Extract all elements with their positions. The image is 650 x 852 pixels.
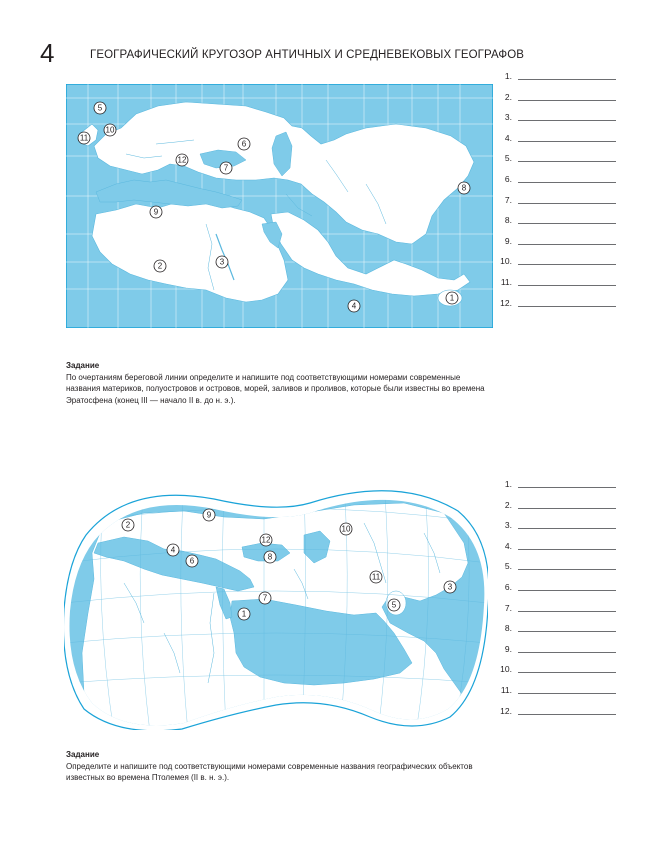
task-title: Задание bbox=[66, 750, 100, 759]
answer-line[interactable] bbox=[518, 569, 616, 570]
answer-line[interactable] bbox=[518, 141, 616, 142]
answer-line[interactable] bbox=[518, 223, 616, 224]
answer-row[interactable] bbox=[496, 235, 616, 256]
map1-marker-3 bbox=[216, 256, 228, 268]
svg-text:12: 12 bbox=[261, 535, 271, 545]
map1-marker-1 bbox=[446, 292, 458, 304]
answer-row[interactable] bbox=[496, 499, 616, 520]
svg-text:2: 2 bbox=[125, 520, 131, 530]
answer-line[interactable] bbox=[518, 244, 616, 245]
answer-row[interactable] bbox=[496, 519, 616, 540]
eratosthenes-map bbox=[66, 84, 493, 328]
svg-text:7: 7 bbox=[262, 593, 268, 603]
answer-number: 4. bbox=[504, 540, 512, 551]
map1-marker-4 bbox=[348, 300, 360, 312]
answer-row[interactable] bbox=[496, 684, 616, 705]
answer-number: 8. bbox=[504, 623, 512, 634]
answer-row[interactable] bbox=[496, 214, 616, 235]
map2-marker-12 bbox=[260, 534, 272, 546]
answer-line[interactable] bbox=[518, 549, 616, 550]
answer-line[interactable] bbox=[518, 590, 616, 591]
answer-number: 9. bbox=[504, 643, 512, 654]
map2-marker-9 bbox=[203, 509, 215, 521]
answer-row[interactable] bbox=[496, 705, 616, 726]
svg-text:5: 5 bbox=[391, 600, 397, 610]
svg-text:9: 9 bbox=[153, 207, 159, 217]
svg-text:8: 8 bbox=[461, 183, 467, 193]
answer-row[interactable] bbox=[496, 173, 616, 194]
answer-row[interactable] bbox=[496, 297, 616, 318]
task-title: Задание bbox=[66, 361, 100, 370]
answer-number: 4. bbox=[504, 132, 512, 143]
answer-line[interactable] bbox=[518, 652, 616, 653]
svg-text:1: 1 bbox=[241, 609, 247, 619]
answer-number: 9. bbox=[504, 235, 512, 246]
answer-line[interactable] bbox=[518, 100, 616, 101]
map2-marker-4 bbox=[167, 544, 179, 556]
svg-text:11: 11 bbox=[371, 572, 381, 582]
svg-text:3: 3 bbox=[219, 257, 225, 267]
answer-row[interactable] bbox=[496, 70, 616, 91]
svg-text:2: 2 bbox=[157, 261, 163, 271]
svg-text:1: 1 bbox=[449, 293, 455, 303]
answer-row[interactable] bbox=[496, 91, 616, 112]
answer-line[interactable] bbox=[518, 120, 616, 121]
map2-marker-10 bbox=[340, 523, 352, 535]
map2-marker-7 bbox=[259, 592, 271, 604]
map2-marker-2 bbox=[122, 519, 134, 531]
answer-number: 10. bbox=[500, 256, 512, 267]
map2-marker-3 bbox=[444, 581, 456, 593]
map2-marker-5 bbox=[388, 599, 400, 611]
answer-line[interactable] bbox=[518, 714, 616, 715]
answer-number: 8. bbox=[504, 215, 512, 226]
answer-line[interactable] bbox=[518, 631, 616, 632]
svg-text:8: 8 bbox=[267, 552, 273, 562]
answer-row[interactable] bbox=[496, 622, 616, 643]
answer-number: 11. bbox=[500, 276, 512, 287]
ptolemy-map bbox=[64, 483, 488, 730]
answer-number: 6. bbox=[504, 173, 512, 184]
svg-text:5: 5 bbox=[97, 103, 103, 113]
answer-line[interactable] bbox=[518, 79, 616, 80]
map1-marker-5 bbox=[94, 102, 106, 114]
svg-text:6: 6 bbox=[189, 556, 195, 566]
answer-row[interactable] bbox=[496, 560, 616, 581]
answer-number: 2. bbox=[504, 499, 512, 510]
answer-row[interactable] bbox=[496, 152, 616, 173]
answer-number: 6. bbox=[504, 581, 512, 592]
answer-line[interactable] bbox=[518, 508, 616, 509]
answer-line[interactable] bbox=[518, 693, 616, 694]
svg-text:10: 10 bbox=[105, 125, 115, 135]
svg-text:6: 6 bbox=[241, 139, 247, 149]
answer-row[interactable] bbox=[496, 663, 616, 684]
answer-row[interactable] bbox=[496, 643, 616, 664]
svg-text:12: 12 bbox=[177, 155, 187, 165]
map1-marker-8 bbox=[458, 182, 470, 194]
page-number: 4 bbox=[40, 38, 55, 68]
task-text: По очертаниям береговой линии определите и напишите под соответствующими номерами современные названия материков, полуостровов и островов, морей, заливов и проливов, которые были известны во времена Эратосфена (конец III — начало II в. до н. э.). bbox=[66, 372, 485, 405]
map2-marker-1 bbox=[238, 608, 250, 620]
map1-marker-12 bbox=[176, 154, 188, 166]
map1-task bbox=[66, 360, 491, 406]
answer-line[interactable] bbox=[518, 672, 616, 673]
answer-number: 5. bbox=[504, 153, 512, 164]
answer-row[interactable] bbox=[496, 276, 616, 297]
answer-number: 7. bbox=[504, 602, 512, 613]
answer-line[interactable] bbox=[518, 487, 616, 488]
map1-marker-2 bbox=[154, 260, 166, 272]
answer-row[interactable] bbox=[496, 540, 616, 561]
map1-marker-9 bbox=[150, 206, 162, 218]
map1-marker-11 bbox=[78, 132, 90, 144]
map2-marker-8 bbox=[264, 551, 276, 563]
answer-line[interactable] bbox=[518, 528, 616, 529]
map2-marker-6 bbox=[186, 555, 198, 567]
answer-row[interactable] bbox=[496, 132, 616, 153]
answer-number: 7. bbox=[504, 194, 512, 205]
answer-line[interactable] bbox=[518, 182, 616, 183]
task-text: Определите и напишите под соответствующими номерами современные названия географических объектов известных во времена Птолемея (II в. н. э.). bbox=[66, 761, 473, 782]
map1-answer-list bbox=[496, 70, 616, 317]
answer-number: 12. bbox=[500, 705, 512, 716]
svg-text:10: 10 bbox=[341, 524, 351, 534]
page-title: ГЕОГРАФИЧЕСКИЙ КРУГОЗОР АНТИЧНЫХ И СРЕДНЕВЕКОВЫХ ГЕОГРАФОВ bbox=[90, 49, 525, 61]
answer-number: 3. bbox=[504, 520, 512, 531]
answer-line[interactable] bbox=[518, 285, 616, 286]
answer-row[interactable] bbox=[496, 478, 616, 499]
answer-row[interactable] bbox=[496, 194, 616, 215]
answer-number: 1. bbox=[504, 479, 512, 489]
answer-line[interactable] bbox=[518, 161, 616, 162]
map1-marker-6 bbox=[238, 138, 250, 150]
svg-text:7: 7 bbox=[223, 163, 229, 173]
answer-number: 12. bbox=[500, 297, 512, 308]
answer-number: 1. bbox=[504, 71, 512, 81]
svg-text:11: 11 bbox=[79, 133, 89, 143]
map2-marker-11 bbox=[370, 571, 382, 583]
map1-marker-10 bbox=[104, 124, 116, 136]
answer-row[interactable] bbox=[496, 255, 616, 276]
answer-number: 11. bbox=[500, 684, 512, 695]
answer-number: 10. bbox=[500, 664, 512, 675]
answer-number: 2. bbox=[504, 91, 512, 102]
answer-number: 3. bbox=[504, 112, 512, 123]
map1-marker-7 bbox=[220, 162, 232, 174]
svg-text:4: 4 bbox=[170, 545, 176, 555]
svg-text:4: 4 bbox=[351, 301, 357, 311]
answer-row[interactable] bbox=[496, 581, 616, 602]
answer-line[interactable] bbox=[518, 264, 616, 265]
answer-number: 5. bbox=[504, 561, 512, 572]
answer-line[interactable] bbox=[518, 306, 616, 307]
answer-line[interactable] bbox=[518, 203, 616, 204]
answer-line[interactable] bbox=[518, 611, 616, 612]
map2-task bbox=[66, 749, 491, 784]
svg-text:9: 9 bbox=[206, 510, 212, 520]
answer-row[interactable] bbox=[496, 111, 616, 132]
answer-row[interactable] bbox=[496, 602, 616, 623]
svg-text:3: 3 bbox=[447, 582, 453, 592]
map2-answer-list bbox=[496, 478, 616, 725]
